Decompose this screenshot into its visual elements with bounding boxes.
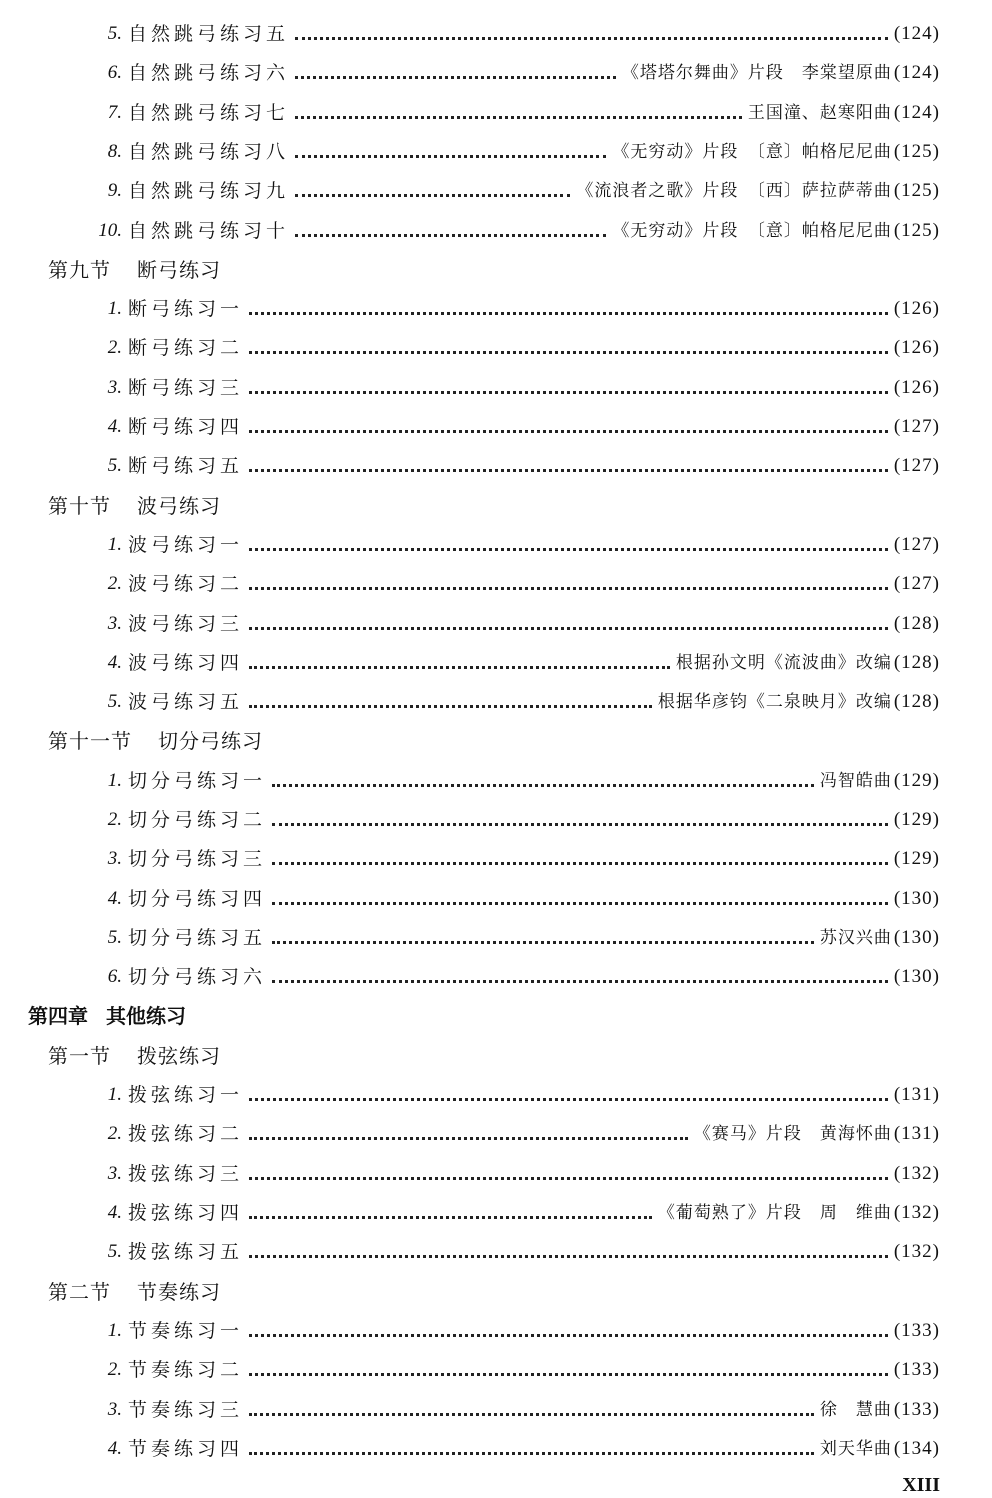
entry-number: 3. — [107, 848, 122, 869]
entry-page-number: (133) — [893, 1399, 940, 1420]
dot-leader — [249, 705, 652, 708]
toc-entry — [80, 686, 940, 718]
entry-title: 自然跳弓练习五 — [128, 23, 290, 45]
entry-number: 3. — [107, 1399, 122, 1420]
dot-leader — [249, 627, 888, 630]
entry-page-number: (127) — [893, 573, 940, 594]
dot-leader — [249, 1177, 888, 1180]
section-title: 拨弦练习 — [137, 1044, 221, 1068]
entry-title: 波弓练习三 — [128, 613, 244, 635]
entry-title: 自然跳弓练习九 — [128, 180, 290, 202]
entry-title: 波弓练习二 — [128, 573, 244, 595]
dot-leader — [249, 351, 888, 354]
entry-number: 2. — [107, 573, 122, 594]
toc-entry — [80, 568, 940, 600]
entry-page-number: (133) — [893, 1359, 940, 1380]
entry-number: 1. — [107, 298, 122, 319]
toc-entry — [80, 1079, 940, 1111]
entry-number: 5. — [107, 927, 122, 948]
entry-note: 根据孙文明《流波曲》改编 — [675, 653, 892, 673]
entry-note: 苏汉兴曲 — [819, 928, 892, 948]
entry-title: 波弓练习一 — [128, 534, 244, 556]
entry-title: 切分弓练习六 — [128, 966, 267, 988]
chapter-label: 第四章 — [28, 1004, 88, 1028]
entry-note: 《葡萄熟了》片段 周 维曲 — [657, 1203, 892, 1223]
entry-note: 王国潼、赵寒阳曲 — [747, 103, 892, 123]
entry-number: 6. — [107, 966, 122, 987]
entry-title: 节奏练习四 — [128, 1438, 244, 1460]
entry-page-number: (125) — [893, 141, 940, 162]
dot-leader — [295, 194, 570, 197]
dot-leader — [249, 666, 670, 669]
section-label: 第九节 — [48, 258, 111, 282]
entry-page-number: (129) — [893, 770, 940, 791]
entry-title: 断弓练习五 — [128, 455, 244, 477]
toc-entry — [80, 804, 940, 836]
entry-page-number: (133) — [893, 1320, 940, 1341]
entry-page-number: (127) — [893, 455, 940, 476]
dot-leader — [249, 1334, 888, 1337]
toc-entry — [80, 57, 940, 89]
toc-entry — [80, 961, 940, 993]
chapter-title: 其他练习 — [106, 1004, 186, 1028]
entry-page-number: (132) — [893, 1202, 940, 1223]
entry-page-number: (130) — [893, 966, 940, 987]
entry-page-number: (130) — [893, 888, 940, 909]
entry-number: 1. — [107, 1084, 122, 1105]
dot-leader — [295, 155, 606, 158]
entry-title: 切分弓练习四 — [128, 888, 267, 910]
section-title: 切分弓练习 — [158, 729, 263, 753]
entry-number: 6. — [107, 62, 122, 83]
section-heading — [48, 254, 221, 286]
entry-title: 自然跳弓练习十 — [128, 220, 290, 242]
toc-entry — [80, 215, 940, 247]
entry-page-number: (130) — [893, 927, 940, 948]
entry-title: 断弓练习四 — [128, 416, 244, 438]
toc-entry — [80, 1158, 940, 1190]
entry-note: 《流浪者之歌》片段 〔西〕萨拉萨蒂曲 — [576, 181, 892, 201]
toc-entry — [80, 136, 940, 168]
entry-page-number: (128) — [893, 613, 940, 634]
entry-title: 切分弓练习二 — [128, 809, 267, 831]
entry-note: 《塔塔尔舞曲》片段 李棠望原曲 — [621, 63, 892, 83]
dot-leader — [249, 469, 888, 472]
toc-entry — [80, 608, 940, 640]
dot-leader — [272, 902, 888, 905]
dot-leader — [249, 1255, 888, 1258]
entry-page-number: (126) — [893, 337, 940, 358]
entry-page-number: (124) — [893, 62, 940, 83]
toc-entry — [80, 1394, 940, 1426]
section-label: 第十一节 — [48, 729, 132, 753]
dot-leader — [272, 784, 814, 787]
entry-number: 1. — [107, 1320, 122, 1341]
entry-number: 8. — [107, 141, 122, 162]
entry-number: 4. — [107, 1202, 122, 1223]
section-label: 第一节 — [48, 1044, 111, 1068]
entry-title: 拨弦练习五 — [128, 1241, 244, 1263]
entry-page-number: (132) — [893, 1163, 940, 1184]
entry-number: 4. — [107, 416, 122, 437]
entry-note: 徐 慧曲 — [819, 1400, 892, 1420]
toc-entry — [80, 411, 940, 443]
entry-title: 切分弓练习三 — [128, 848, 267, 870]
section-title: 节奏练习 — [137, 1280, 221, 1304]
toc-entry — [80, 293, 940, 325]
entry-title: 波弓练习五 — [128, 691, 244, 713]
section-heading — [48, 725, 263, 757]
entry-page-number: (127) — [893, 534, 940, 555]
dot-leader — [272, 862, 888, 865]
dot-leader — [295, 234, 606, 237]
entry-title: 波弓练习四 — [128, 652, 244, 674]
entry-page-number: (131) — [893, 1123, 940, 1144]
dot-leader — [249, 430, 888, 433]
dot-leader — [249, 548, 888, 551]
entry-page-number: (134) — [893, 1438, 940, 1459]
dot-leader — [249, 1452, 814, 1455]
entry-number: 5. — [107, 23, 122, 44]
entry-page-number: (125) — [893, 220, 940, 241]
entry-number: 5. — [107, 1241, 122, 1262]
entry-number: 2. — [107, 809, 122, 830]
entry-page-number: (129) — [893, 809, 940, 830]
entry-number: 4. — [107, 652, 122, 673]
chapter-heading — [28, 1000, 186, 1032]
entry-page-number: (132) — [893, 1241, 940, 1262]
dot-leader — [249, 391, 888, 394]
entry-title: 断弓练习二 — [128, 337, 244, 359]
section-label: 第十节 — [48, 494, 111, 518]
entry-note: 《无穷动》片段 〔意〕帕格尼尼曲 — [612, 142, 892, 162]
toc-entry — [80, 1315, 940, 1347]
entry-number: 2. — [107, 1123, 122, 1144]
dot-leader — [249, 1413, 814, 1416]
section-title: 断弓练习 — [137, 258, 221, 282]
entry-title: 切分弓练习五 — [128, 927, 267, 949]
toc-entry — [80, 1118, 940, 1150]
entry-title: 拨弦练习一 — [128, 1084, 244, 1106]
dot-leader — [249, 1137, 688, 1140]
toc-entry — [80, 1197, 940, 1229]
section-heading — [48, 490, 221, 522]
toc-entry — [80, 1236, 940, 1268]
toc-entry — [80, 647, 940, 679]
entry-page-number: (129) — [893, 848, 940, 869]
toc-entry — [80, 332, 940, 364]
toc-entry — [80, 1433, 940, 1465]
entry-number: 10. — [98, 220, 122, 241]
entry-page-number: (126) — [893, 377, 940, 398]
section-label: 第二节 — [48, 1280, 111, 1304]
entry-page-number: (124) — [893, 102, 940, 123]
entry-note: 冯智皓曲 — [819, 771, 892, 791]
toc-entry — [80, 450, 940, 482]
entry-number: 3. — [107, 1163, 122, 1184]
dot-leader — [295, 76, 616, 79]
entry-page-number: (131) — [893, 1084, 940, 1105]
entry-title: 切分弓练习一 — [128, 770, 267, 792]
entry-title: 节奏练习二 — [128, 1359, 244, 1381]
entry-title: 自然跳弓练习六 — [128, 62, 290, 84]
dot-leader — [272, 823, 888, 826]
entry-page-number: (128) — [893, 652, 940, 673]
entry-number: 1. — [107, 534, 122, 555]
entry-number: 4. — [107, 1438, 122, 1459]
section-title: 波弓练习 — [137, 494, 221, 518]
dot-leader — [249, 312, 888, 315]
toc-entry — [80, 765, 940, 797]
toc-entry — [80, 883, 940, 915]
entry-title: 自然跳弓练习七 — [128, 102, 290, 124]
entry-title: 断弓练习一 — [128, 298, 244, 320]
entry-title: 自然跳弓练习八 — [128, 141, 290, 163]
dot-leader — [249, 1098, 888, 1101]
dot-leader — [249, 1216, 652, 1219]
entry-note: 《无穷动》片段 〔意〕帕格尼尼曲 — [612, 221, 892, 241]
dot-leader — [295, 37, 888, 40]
entry-number: 7. — [107, 102, 122, 123]
toc-entry — [80, 529, 940, 561]
toc-entry — [80, 175, 940, 207]
page-number: XIII — [902, 1474, 940, 1496]
entry-number: 4. — [107, 888, 122, 909]
entry-title: 拨弦练习二 — [128, 1123, 244, 1145]
toc-entry — [80, 1354, 940, 1386]
dot-leader — [272, 941, 814, 944]
entry-page-number: (124) — [893, 23, 940, 44]
entry-page-number: (128) — [893, 691, 940, 712]
entry-title: 拨弦练习三 — [128, 1163, 244, 1185]
entry-page-number: (127) — [893, 416, 940, 437]
entry-title: 节奏练习一 — [128, 1320, 244, 1342]
entry-number: 5. — [107, 691, 122, 712]
entry-note: 《赛马》片段 黄海怀曲 — [693, 1124, 892, 1144]
toc-entry — [80, 18, 940, 50]
toc-entry — [80, 922, 940, 954]
section-heading — [48, 1040, 221, 1072]
entry-page-number: (125) — [893, 180, 940, 201]
dot-leader — [249, 587, 888, 590]
entry-number: 9. — [107, 180, 122, 201]
entry-title: 拨弦练习四 — [128, 1202, 244, 1224]
entry-number: 3. — [107, 613, 122, 634]
entry-number: 5. — [107, 455, 122, 476]
entry-page-number: (126) — [893, 298, 940, 319]
entry-number: 2. — [107, 1359, 122, 1380]
dot-leader — [249, 1373, 888, 1376]
toc-entry — [80, 372, 940, 404]
entry-number: 1. — [107, 770, 122, 791]
entry-number: 2. — [107, 337, 122, 358]
dot-leader — [272, 980, 888, 983]
dot-leader — [295, 116, 742, 119]
toc-entry — [80, 843, 940, 875]
toc-entry — [80, 97, 940, 129]
entry-number: 3. — [107, 377, 122, 398]
entry-note: 根据华彦钧《二泉映月》改编 — [657, 692, 892, 712]
section-heading — [48, 1276, 221, 1308]
entry-title: 断弓练习三 — [128, 377, 244, 399]
entry-title: 节奏练习三 — [128, 1399, 244, 1421]
entry-note: 刘天华曲 — [819, 1439, 892, 1459]
